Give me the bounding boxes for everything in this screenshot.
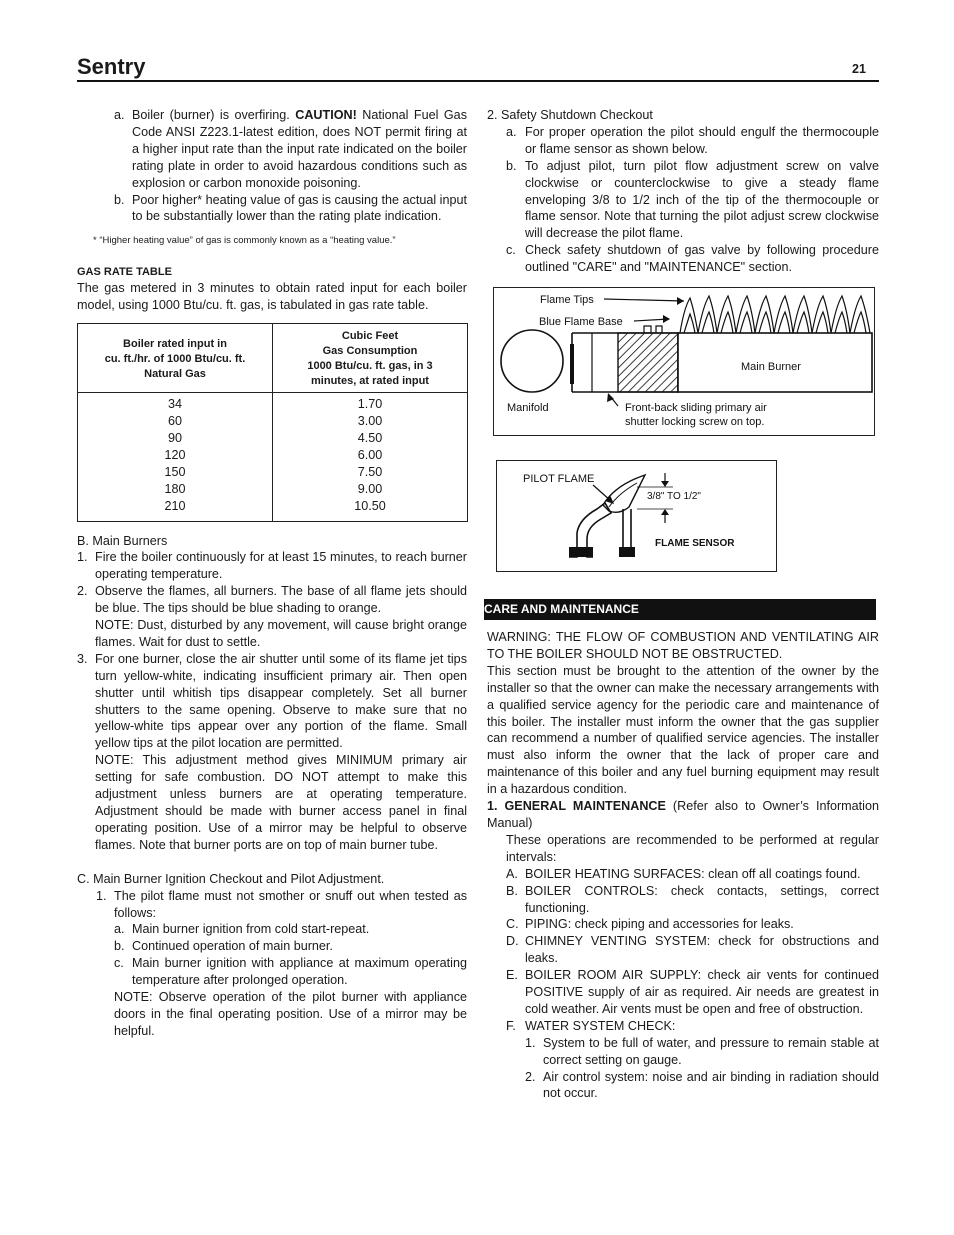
label-blue-flame-base: Blue Flame Base	[539, 316, 623, 328]
label-dimension: 3/8" TO 1/2"	[647, 491, 701, 502]
table-cell: 34	[167, 397, 182, 412]
maintenance-item-f1: 1. System to be full of water, and pressure to remain stable at correct setting on gauge.	[525, 1035, 879, 1067]
page-number: 21	[852, 62, 866, 76]
pilot-flame-diagram	[496, 460, 777, 572]
main-burners-step-3: 3. For one burner, close the air shutter until some of its flame jet tips turn yellow-white, indicating insufficient primary air. Then open shutter until whitish tips disappear completely. Set all burner shutters to the same opening. Observe to make sure that no yellow-white tips appear over any portion of the flame. Small yellow tips at the pilot location are permitted. NOTE: This adjustment method gives MINIMUM primary air setting for safe combustion. DO NOT attempt to make this adjustment unless burners are at operating temperature. Adjustment should be made with burner access panel in final operating position. Use of a mirror may be helpful to observe flames. Note that burner ports are on top of main burner tube.	[77, 651, 467, 852]
gas-rate-heading: GAS RATE TABLE	[77, 266, 172, 279]
label-shutter-line-1: Front-back sliding primary air	[625, 402, 767, 414]
maintenance-item-b: B. BOILER CONTROLS: check contacts, settings, correct functioning.	[506, 883, 879, 915]
table-cell: 1.70	[357, 397, 383, 412]
page-title: Sentry	[77, 54, 146, 79]
air-shutter-hatched	[618, 333, 678, 392]
overfire-item-b: b. Poor higher* heating value of gas is causing the actual input to be substantially lower than the rating plate indication.	[114, 192, 467, 224]
maintenance-item-f: F. WATER SYSTEM CHECK:	[506, 1018, 676, 1033]
general-maintenance-list: These operations are recommended to be performed at regular intervals: A. BOILER HEATING SURFACES: clean off all coatings found. B. BOILER CONTROLS: check contacts, settings, correct functioning. C. PIPING: check piping and accessories for leaks. D. CHIMNEY VENTING SYSTEM: check for obstructions and leaks. E. BOILER ROOM AIR SUPPLY: check air vents for continued POSITIVE supply of air as required. Air needs are greatest in cold weather. Air vents must be open and free of obstruction. F. WATER SYSTEM CHECK: 1. System to be full of water, and pressure to remain stable at correct setting on gauge. 2. Air control system: noise and air binding in radiation should not occur.	[506, 832, 879, 1101]
overfire-item-a: a. Boiler (burner) is overfiring. CAUTION! National Fuel Gas Code ANSI Z223.1-latest edition, does NOT permit firing at a higher input rate than the input rate indicated on the boiler rating plate in order to avoid hazardous conditions such as explosion or carbon monoxide poisoning.	[114, 108, 467, 190]
table-cell: 10.50	[354, 498, 386, 513]
main-burners-step-2: 2. Observe the flames, all burners. The base of all flame jets should be blue. The tips should be blue shading to orange. NOTE: Dust, disturbed by any movement, will cause bright orange flames. Wait for dust to settle.	[77, 584, 467, 649]
maintenance-item-d: D. CHIMNEY VENTING SYSTEM: check for obstructions and leaks.	[506, 934, 879, 966]
table-cell: 9.00	[357, 481, 383, 496]
ignition-step-1: 1. The pilot flame must not smother or snuff out when tested as follows: a. Main burner ignition from cold start-repeat. b. Continued operation of main burner. c. Main burner ignition with appliance at maximum operating temperature after prolonged operation. NOTE: Observe operation of the pilot burner with appliance doors in the final operating position. Use of a mirror may be helpful.	[96, 888, 467, 1038]
care-maintenance-heading: CARE AND MAINTENANCE	[484, 599, 876, 620]
safety-shutdown-heading: 2. Safety Shutdown Checkout	[487, 108, 653, 122]
maintenance-item-f2: 2. Air control system: noise and air binding in radiation should not occur.	[525, 1069, 879, 1101]
table-cell: 150	[164, 464, 186, 479]
table-cell: 60	[167, 414, 182, 429]
main-burners-heading: B. Main Burners	[77, 533, 168, 548]
table-cell: 90	[167, 430, 182, 445]
table-cell: 4.50	[357, 430, 383, 445]
flame-jets	[680, 296, 870, 333]
safety-item-c: c. Check safety shutdown of gas valve by following procedure outlined "CARE" and "MAINTENANCE" section.	[506, 243, 879, 275]
label-main-burner: Main Burner	[741, 361, 801, 373]
table-cell: 3.00	[357, 414, 383, 429]
maintenance-item-c: C. PIPING: check piping and accessories for leaks.	[506, 917, 794, 932]
label-manifold: Manifold	[507, 402, 549, 414]
main-burners-step-1: 1. Fire the boiler continuously for at least 15 minutes, to reach burner operating temperature.	[77, 550, 467, 582]
right-column-top	[487, 107, 879, 276]
left-column	[77, 107, 467, 1040]
ignition-heading: C. Main Burner Ignition Checkout and Pilot Adjustment.	[77, 871, 385, 886]
maintenance-item-a: A. BOILER HEATING SURFACES: clean off all coatings found.	[506, 866, 861, 881]
table-cell: 6.00	[357, 447, 383, 462]
gas-rate-intro: The gas metered in 3 minutes to obtain rated input for each boiler model, using 1000 Btu/cu. ft. gas, is tabulated in gas rate table.	[77, 281, 467, 313]
table-header-consumption: Cubic Feet Gas Consumption 1000 Btu/cu. ft. gas, in 3 minutes, at rated input	[273, 324, 468, 393]
label-flame-sensor: FLAME SENSOR	[655, 538, 735, 549]
pilot-flame-svg	[497, 461, 776, 571]
footnote: * “Higher heating value” of gas is commonly known as a “heating value.”	[93, 235, 396, 247]
maintenance-item-e: E. BOILER ROOM AIR SUPPLY: check air vents for continued POSITIVE supply of air as required. Air needs are greatest in cold weather. Air vents must be open and free of obstruction.	[506, 968, 879, 1016]
table-cell: 180	[164, 481, 186, 496]
table-column-consumption	[273, 393, 468, 521]
care-maintenance-section	[484, 599, 879, 1102]
general-maintenance-heading: 1. GENERAL MAINTENANCE (Refer also to Owner’s Information Manual)	[487, 799, 879, 830]
label-shutter-line-2: shutter locking screw on top.	[625, 416, 765, 428]
care-body: This section must be brought to the attention of the owner by the installer so that the owner can make the necessary arrangements with a qualified service agency for the periodic care and maintenance of this boiler. The installer must inform the owner that the gas supplier can recommend a number of qualified service agencies. The installer must also inform the owner that the lack of proper care and maintenance of this boiler and any fuel burning equipment may result in a hazardous condition.	[487, 663, 879, 797]
burner-flame-diagram	[493, 287, 875, 436]
table-cell: 7.50	[357, 464, 383, 479]
manifold-circle	[501, 330, 563, 392]
table-header-input: Boiler rated input in cu. ft./hr. of 1000 Btu/cu. ft. Natural Gas	[78, 324, 273, 393]
label-flame-tips: Flame Tips	[540, 294, 594, 306]
header-rule	[77, 80, 879, 82]
gas-rate-table	[77, 323, 468, 521]
safety-item-b: b. To adjust pilot, turn pilot flow adjustment screw on valve clockwise or counterclockwise to give a steady flame enveloping 3/8 to 1/2 inch of the tip of the thermocouple or flame sensor. Note that turning the pilot adjust screw clockwise will decrease the pilot flame.	[506, 158, 879, 241]
safety-item-a: a. For proper operation the pilot should engulf the thermocouple or flame sensor as shown below.	[506, 124, 879, 156]
burner-flame-svg	[494, 288, 874, 435]
label-pilot-flame: PILOT FLAME	[523, 473, 595, 485]
table-cell: 120	[164, 447, 186, 462]
warning-text: WARNING: THE FLOW OF COMBUSTION AND VENTILATING AIR TO THE BOILER SHOULD NOT BE OBSTRUCTED.	[487, 630, 879, 661]
table-column-input	[78, 393, 273, 521]
table-cell: 210	[164, 498, 186, 513]
